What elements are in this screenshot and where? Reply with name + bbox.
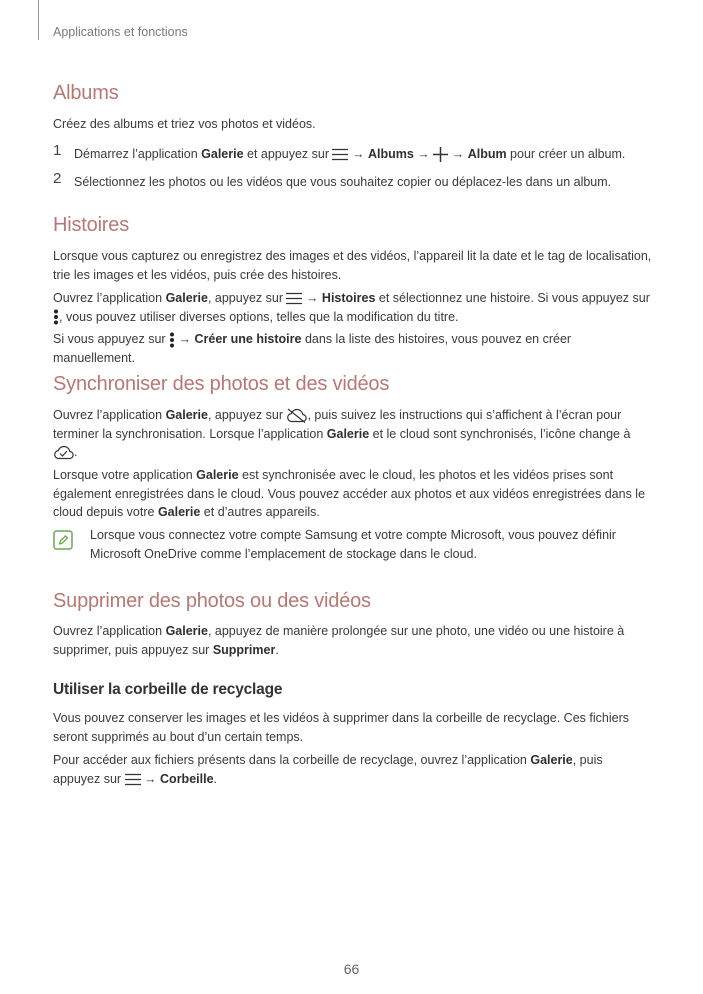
sync-paragraph-1: Ouvrez l’application Galerie, appuyez sur , puis suivez les instructions qui s’affichent à l’écran pour terminer la synchronisation. Lorsque l’application Galerie et le cloud sont synchronisés, l’icône change à . — [53, 408, 631, 459]
step-number: 1 — [53, 142, 62, 159]
step-text: Démarrez l’application Galerie et appuyez sur → Albums → → Album pour créer un album. — [74, 147, 626, 161]
supprimer-title: Supprimer des photos ou des vidéos — [53, 590, 371, 612]
menu-icon — [286, 292, 302, 305]
corbeille-title: Utiliser la corbeille de recyclage — [53, 681, 283, 698]
cloud-check-icon — [53, 445, 74, 460]
sync-note — [53, 526, 653, 566]
note-pencil-icon — [53, 530, 73, 550]
sync-paragraph-2: Lorsque votre application Galerie est synchronisée avec le cloud, les photos et les vidéos prises sont également enregistrées dans le cloud. Vous pouvez accéder aux photos et aux vidéos enregistrées dans le cloud depuis votre Galerie et d’autres appareils. — [53, 468, 646, 519]
albums-title: Albums — [53, 82, 119, 104]
step-text: Sélectionnez les photos ou les vidéos que vous souhaitez copier ou déplacez-les dans un album. — [74, 175, 612, 189]
plus-icon — [433, 147, 448, 162]
sync-title: Synchroniser des photos et des vidéos — [53, 373, 390, 395]
corbeille-paragraph-2: Pour accéder aux fichiers présents dans la corbeille de recyclage, ouvrez l’application Galerie, puis appuyez sur → Corbeille. — [53, 753, 603, 786]
header-rule — [38, 0, 39, 40]
menu-icon — [125, 773, 141, 786]
note-text: Lorsque vous connectez votre compte Samsung et votre compte Microsoft, vous pouvez définir Microsoft OneDrive comme l’emplacement de stockage dans le cloud. — [90, 528, 616, 561]
step-number: 2 — [53, 170, 62, 187]
supprimer-paragraph-1: Ouvrez l’application Galerie, appuyez de manière prolongée sur une photo, une vidéo ou une histoire à supprimer, puis appuyez sur Supprimer. — [53, 624, 625, 657]
cloud-off-icon — [286, 408, 307, 423]
albums-intro: Créez des albums et triez vos photos et vidéos. — [53, 117, 316, 131]
histoires-paragraph-3: Si vous appuyez sur → Créer une histoire dans la liste des histoires, vous pouvez en créer manuellement. — [53, 332, 572, 365]
running-header: Applications et fonctions — [53, 25, 188, 39]
corbeille-paragraph-1: Vous pouvez conserver les images et les vidéos à supprimer dans la corbeille de recyclage. Ces fichiers seront supprimés au bout d’un certain temps. — [53, 711, 629, 744]
menu-icon — [332, 148, 348, 161]
histoires-title: Histoires — [53, 214, 129, 236]
page-number: 66 — [343, 961, 360, 977]
histoires-paragraph-1: Lorsque vous capturez ou enregistrez des images et des vidéos, l’appareil lit la date et le tag de localisation, trie les images et les vidéos, puis crée des histoires. — [53, 249, 652, 282]
histoires-paragraph-2: Ouvrez l’application Galerie, appuyez sur → Histoires et sélectionnez une histoire. Si vous appuyez sur , vous pouvez utiliser diverses options, telles que la modification du titre. — [53, 291, 650, 324]
